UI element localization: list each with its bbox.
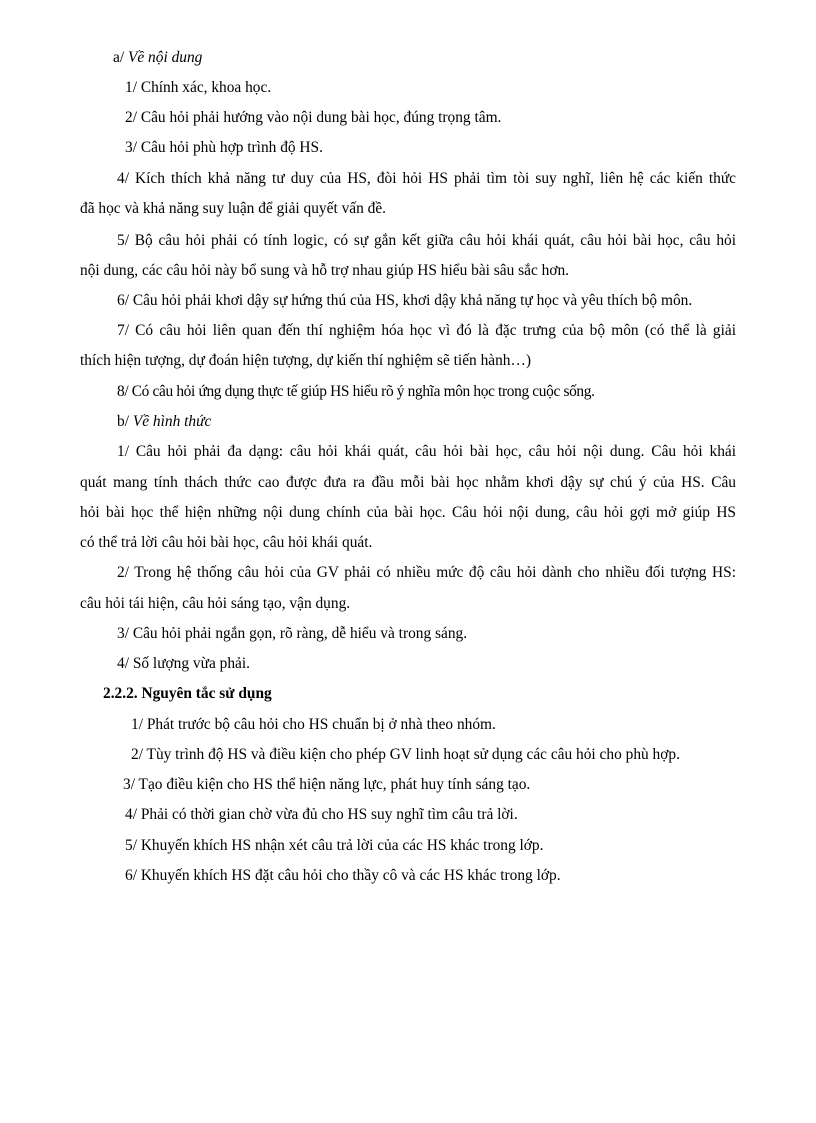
heading-b-prefix: b/ [117, 413, 133, 430]
item-b2-line2: câu hỏi tái hiện, câu hỏi sáng tạo, vận dụng. [80, 595, 351, 612]
item-a2: 2/ Câu hỏi phải hướng vào nội dung bài học, đúng trọng tâm. [125, 109, 502, 126]
item-a6: 6/ Câu hỏi phải khơi dậy sự hứng thú của HS, khơi dậy khả năng tự học và yêu thích bộ môn. [117, 292, 693, 309]
item-b1-line4: có thể trả lời câu hỏi bài học, câu hỏi khái quát. [80, 534, 373, 551]
item-b4: 4/ Số lượng vừa phải. [117, 655, 250, 672]
item-a4-line1: 4/ Kích thích khả năng tư duy của HS, đòi hỏi HS phải tìm tòi suy nghĩ, liên hệ các kiến thức [117, 170, 736, 187]
section-2-2-2-title: 2.2.2. Nguyên tắc sử dụng [103, 685, 272, 702]
item-u3: 3/ Tạo điều kiện cho HS thể hiện năng lực, phát huy tính sáng tạo. [123, 776, 531, 793]
heading-b [117, 412, 211, 432]
item-a1: 1/ Chính xác, khoa học. [125, 79, 272, 96]
item-a7-line1: 7/ Có câu hỏi liên quan đến thí nghiệm hóa học vì đó là đặc trưng của bộ môn (có thể là giải [117, 322, 736, 339]
item-a8: 8/ Có câu hỏi ứng dụng thực tế giúp HS hiểu rõ ý nghĩa môn học trong cuộc sống. [117, 383, 595, 400]
item-b2-line1: 2/ Trong hệ thống câu hỏi của GV phải có nhiều mức độ câu hỏi dành cho nhiều đối tượng HS: [117, 564, 736, 581]
item-u4: 4/ Phải có thời gian chờ vừa đủ cho HS suy nghĩ tìm câu trả lời. [125, 806, 518, 823]
item-a5-line1: 5/ Bộ câu hỏi phải có tính logic, có sự gắn kết giữa câu hỏi khái quát, câu hỏi bài học, câu hỏi [117, 232, 736, 249]
item-b1-line2: quát mang tính thách thức cao được đưa ra đầu mỗi bài học nhằm khơi dậy sự chú ý của HS. Câu [80, 474, 736, 491]
item-b1-line1: 1/ Câu hỏi phải đa dạng: câu hỏi khái quát, câu hỏi bài học, câu hỏi nội dung. Câu hỏi khái [117, 443, 736, 460]
item-u2: 2/ Tùy trình độ HS và điều kiện cho phép GV linh hoạt sử dụng các câu hỏi cho phù hợp. [131, 746, 680, 763]
item-b3: 3/ Câu hỏi phải ngắn gọn, rõ ràng, dễ hiểu và trong sáng. [117, 625, 468, 642]
heading-a-title: Về nội dung [127, 49, 203, 66]
item-a5-line2: nội dung, các câu hỏi này bổ sung và hỗ trợ nhau giúp HS hiểu bài sâu sắc hơn. [80, 262, 570, 279]
heading-a-prefix: a/ [113, 49, 128, 66]
item-a7-line2: thích hiện tượng, dự đoán hiện tượng, dự kiến thí nghiệm sẽ tiến hành…) [80, 352, 532, 369]
item-a4-line2: đã học và khả năng suy luận để giải quyết vấn đề. [80, 200, 387, 217]
item-a3: 3/ Câu hỏi phù hợp trình độ HS. [125, 139, 323, 156]
heading-b-title: Về hình thức [132, 413, 212, 430]
item-u6: 6/ Khuyến khích HS đặt câu hỏi cho thầy cô và các HS khác trong lớp. [125, 867, 561, 884]
item-u5: 5/ Khuyến khích HS nhận xét câu trả lời của các HS khác trong lớp. [125, 837, 544, 854]
item-b1-line3: hỏi bài học thể hiện những nội dung chính của bài học. Câu hỏi nội dung, câu hỏi gợi mở giúp HS [80, 504, 736, 521]
item-u1: 1/ Phát trước bộ câu hỏi cho HS chuẩn bị ở nhà theo nhóm. [131, 716, 496, 733]
heading-a [113, 48, 202, 68]
